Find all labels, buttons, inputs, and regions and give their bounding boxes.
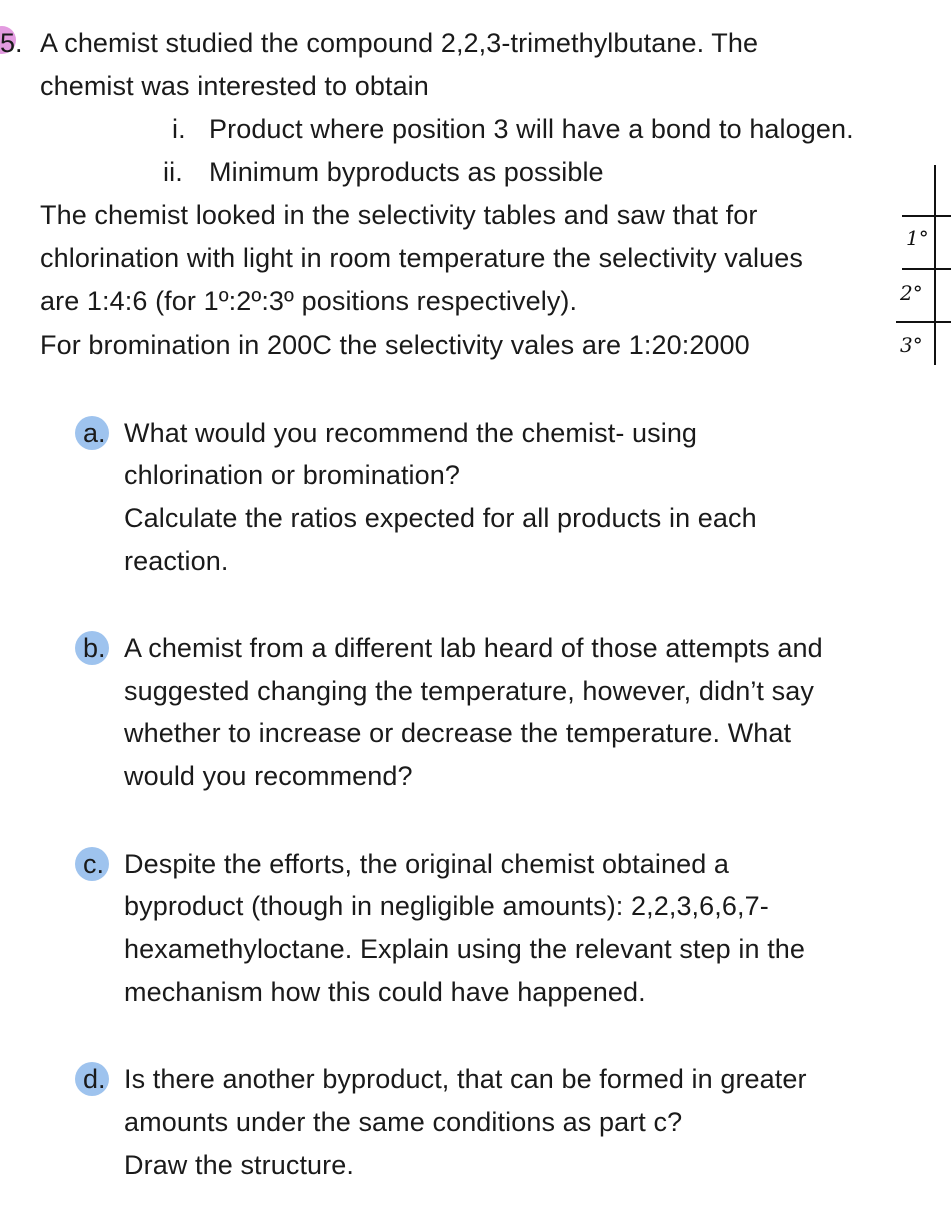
goal-text: Minimum byproducts as possible <box>209 157 604 187</box>
body-line: For bromination in 200C the selectivity vales are 1:20:2000 <box>40 330 750 360</box>
table-horizontal-rule <box>902 215 951 217</box>
part-a-line: chlorination or bromination? <box>124 460 460 490</box>
part-b-line: suggested changing the temperature, however, didn’t say <box>124 676 814 706</box>
part-a-line: reaction. <box>124 546 229 576</box>
part-c-line: mechanism how this could have happened. <box>124 977 646 1007</box>
part-d-line: Draw the structure. <box>124 1150 354 1180</box>
part-b-line: would you recommend? <box>124 761 413 791</box>
part-a-line: What would you recommend the chemist- using <box>124 418 698 448</box>
table-vertical-rule <box>934 165 936 365</box>
goal-text: Product where position 3 will have a bond to halogen. <box>209 114 854 144</box>
table-horizontal-rule <box>902 268 951 270</box>
table-row-label: 1° <box>906 226 929 250</box>
part-c-line: hexamethyloctane. Explain using the relevant step in the <box>124 934 806 964</box>
part-c-line: Despite the efforts, the original chemist obtained a <box>124 849 730 879</box>
part-b-line: whether to increase or decrease the temperature. What <box>124 718 792 748</box>
intro-line: A chemist studied the compound 2,2,3-trimethylbutane. The <box>40 28 759 58</box>
part-d-letter: d. <box>83 1064 106 1094</box>
part-a-letter: a. <box>83 418 106 448</box>
body-line: chlorination with light in room temperature the selectivity values <box>40 243 803 273</box>
body-line: are 1:4:6 (for 1º:2º:3º positions respectively). <box>40 286 578 316</box>
part-d-line: amounts under the same conditions as part c? <box>124 1107 683 1137</box>
part-d-line: Is there another byproduct, that can be formed in greater <box>124 1064 807 1094</box>
goal-marker: i. <box>172 114 186 144</box>
body-line: The chemist looked in the selectivity tables and saw that for <box>40 200 758 230</box>
question-number: 5. <box>0 28 23 58</box>
part-c-line: byproduct (though in negligible amounts): 2,2,3,6,6,7- <box>124 891 769 921</box>
intro-line: chemist was interested to obtain <box>40 71 429 101</box>
table-row-label: 3° <box>900 333 923 357</box>
table-row-label: 2° <box>900 281 923 305</box>
part-b-line: A chemist from a different lab heard of those attempts and <box>124 633 823 663</box>
goal-marker: ii. <box>163 157 183 187</box>
part-c-letter: c. <box>83 849 105 879</box>
part-b-letter: b. <box>83 633 106 663</box>
table-horizontal-rule <box>896 321 951 323</box>
part-a-line: Calculate the ratios expected for all products in each <box>124 503 757 533</box>
